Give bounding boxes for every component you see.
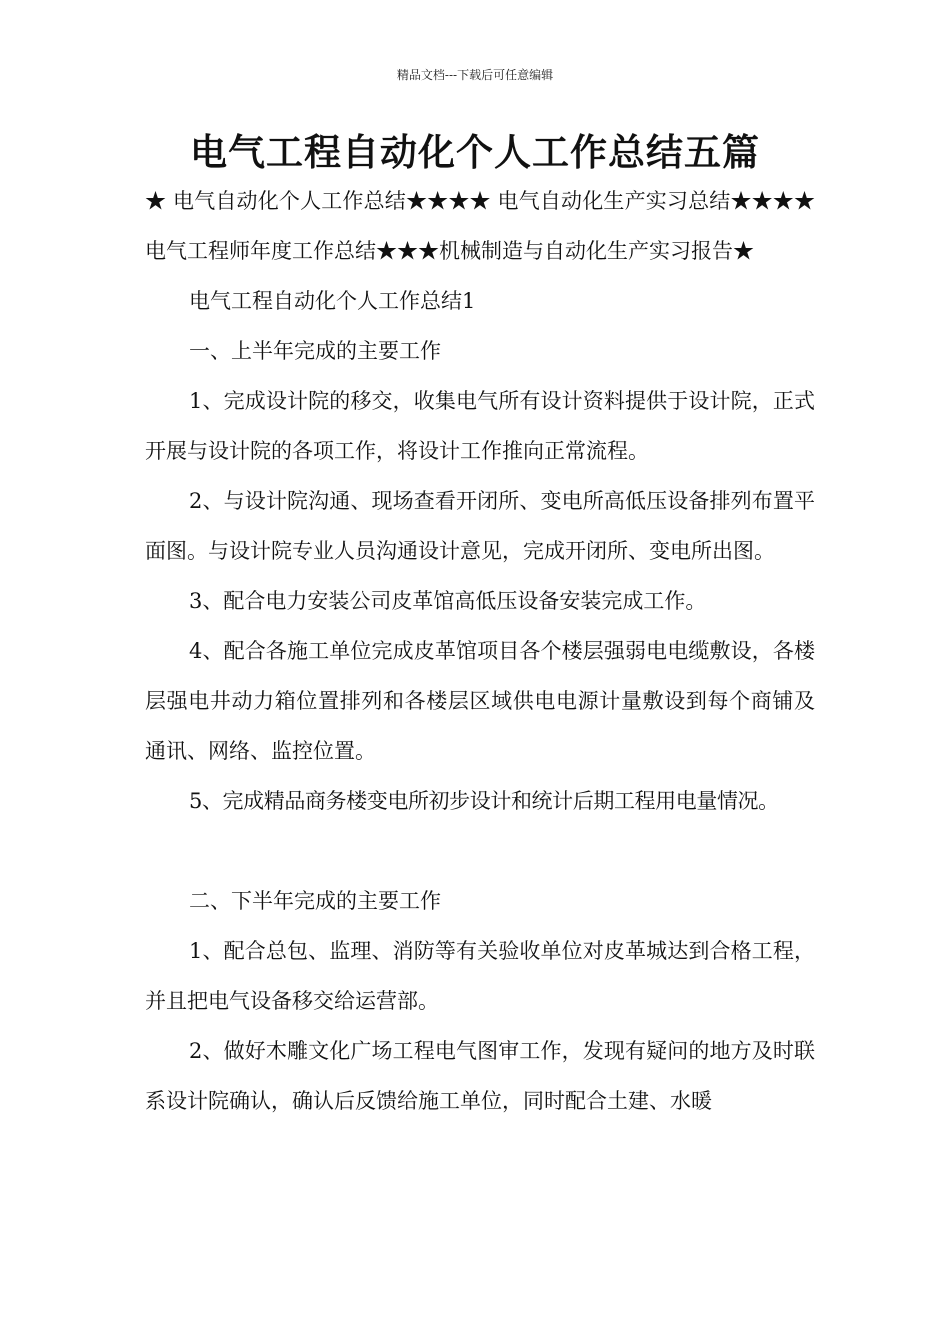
- intro-paragraph: ★ 电气自动化个人工作总结★★★★ 电气自动化生产实习总结★★★★ 电气工程师年度工作总结★★★机械制造与自动化生产实习报告★: [145, 189, 815, 263]
- paragraph: 2、做好木雕文化广场工程电气图审工作，发现有疑问的地方及时联系设计院确认，确认后反馈给施工单位，同时配合土建、水暖: [145, 1039, 815, 1113]
- part2-heading: 二、下半年完成的主要工作: [189, 889, 441, 913]
- paragraph: 4、配合各施工单位完成皮革馆项目各个楼层强弱电电缆敷设，各楼层强电井动力箱位置排列和各楼层区域供电电源计量敷设到每个商铺及通讯、网络、监控位置。: [145, 639, 815, 763]
- paragraph: 1、配合总包、监理、消防等有关验收单位对皮革城达到合格工程，并且把电气设备移交给运营部。: [145, 939, 815, 1013]
- document-body: [145, 176, 815, 1126]
- paragraph: 5、完成精品商务楼变电所初步设计和统计后期工程用电量情况。: [189, 789, 779, 813]
- paragraph: 1、完成设计院的移交，收集电气所有设计资料提供于设计院，正式开展与设计院的各项工作，将设计工作推向正常流程。: [145, 389, 815, 463]
- section-title: 电气工程自动化个人工作总结1: [189, 289, 476, 313]
- blank-line: [145, 826, 815, 876]
- document-title: 电气工程自动化个人工作总结五篇: [190, 131, 760, 174]
- part1-heading: 一、上半年完成的主要工作: [189, 339, 441, 363]
- paragraph: 2、与设计院沟通、现场查看开闭所、变电所高低压设备排列布置平面图。与设计院专业人员沟通设计意见，完成开闭所、变电所出图。: [145, 489, 815, 563]
- paragraph: 3、配合电力安装公司皮革馆高低压设备安装完成工作。: [189, 589, 707, 613]
- header-note: 精品文档---下载后可任意编辑: [396, 68, 554, 82]
